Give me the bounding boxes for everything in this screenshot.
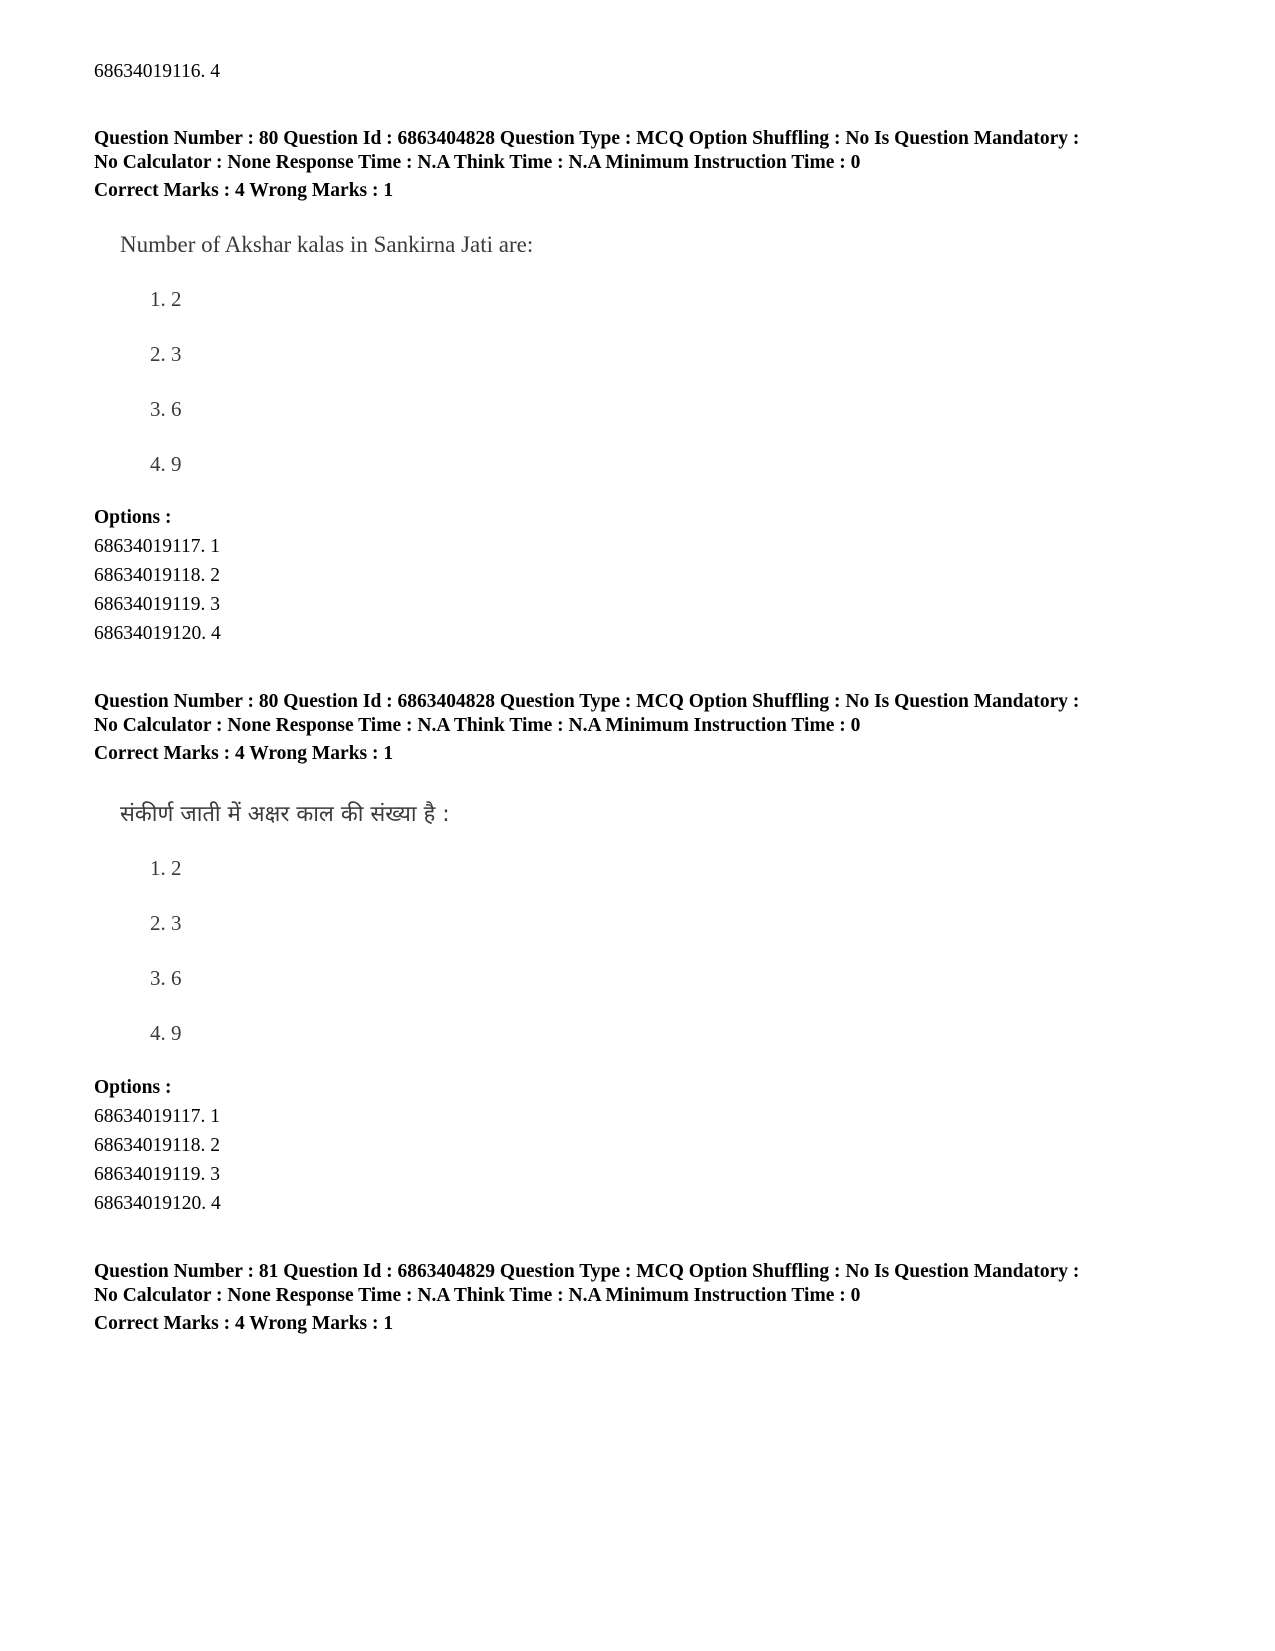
question-option: 2. 3 xyxy=(150,911,182,935)
option-line: 68634019118. 2 xyxy=(94,565,221,586)
question-marks: Correct Marks : 4 Wrong Marks : 1 xyxy=(94,743,394,764)
option-line: 68634019119. 3 xyxy=(94,594,221,615)
option-line: 68634019117. 1 xyxy=(94,536,221,557)
question-option: 4. 9 xyxy=(150,452,182,476)
question-meta-line-2: No Calculator : None Response Time : N.A Think Time : N.A Minimum Instruction Time : 0 xyxy=(94,152,861,173)
option-line: 68634019118. 2 xyxy=(94,1135,221,1156)
question-meta-line-1: Question Number : 81 Question Id : 6863404829 Question Type : MCQ Option Shuffling : No Is Question Mandatory : xyxy=(94,1261,1080,1282)
option-line: 68634019117. 1 xyxy=(94,1106,221,1127)
options-label: Options : xyxy=(94,507,172,528)
question-meta-line-2: No Calculator : None Response Time : N.A Think Time : N.A Minimum Instruction Time : 0 xyxy=(94,715,861,736)
question-option: 4. 9 xyxy=(150,1021,182,1045)
question-option: 3. 6 xyxy=(150,397,182,421)
question-text: Number of Akshar kalas in Sankirna Jati are: xyxy=(120,232,534,257)
question-meta-line-2: No Calculator : None Response Time : N.A Think Time : N.A Minimum Instruction Time : 0 xyxy=(94,1285,861,1306)
question-option: 3. 6 xyxy=(150,966,182,990)
question-marks: Correct Marks : 4 Wrong Marks : 1 xyxy=(94,1313,394,1334)
question-option: 2. 3 xyxy=(150,342,182,366)
question-meta-line-1: Question Number : 80 Question Id : 6863404828 Question Type : MCQ Option Shuffling : No Is Question Mandatory : xyxy=(94,128,1080,149)
options-label: Options : xyxy=(94,1077,172,1098)
option-line: 68634019116. 4 xyxy=(94,61,221,82)
question-text: संकीर्ण जाती में अक्षर काल की संख्या है : xyxy=(120,802,450,827)
question-meta-line-1: Question Number : 80 Question Id : 6863404828 Question Type : MCQ Option Shuffling : No Is Question Mandatory : xyxy=(94,691,1080,712)
question-marks: Correct Marks : 4 Wrong Marks : 1 xyxy=(94,180,394,201)
option-line: 68634019120. 4 xyxy=(94,623,221,644)
question-option: 1. 2 xyxy=(150,856,182,880)
option-line: 68634019119. 3 xyxy=(94,1164,221,1185)
question-option: 1. 2 xyxy=(150,287,182,311)
option-line: 68634019120. 4 xyxy=(94,1193,221,1214)
